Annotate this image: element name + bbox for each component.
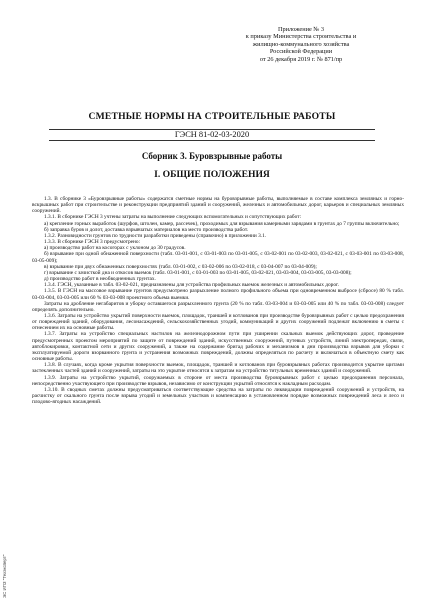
collection-title: Сборник 3. Буровзрывные работы <box>141 151 283 161</box>
header-line: жилищно-коммунального хозяйства <box>252 40 350 48</box>
body-text <box>32 196 404 405</box>
paragraph: 1.3.9. Затраты на устройство укрытий, сооружаемых в стороне от места производства буровзрывных работ с целью предохранения персонала, непосредственно участвующего при производстве взрывов, независимо от конструкции укрытий относятся к накладным расходам. <box>32 374 404 387</box>
paragraph: б) заправка буров и долот, доставка взрывчатых материалов на место производства работ. <box>44 226 249 233</box>
document-code: ГЭСН 81-02-03-2020 <box>49 129 375 141</box>
paragraph: г) взрывание с зачисткой дна и откосов выемок (табл. 03-01-001, с 03-01-003 по 03-01-005, 03-02-021, 03-03-004, 03-03-005, 03-03-008); <box>44 269 352 276</box>
paragraph: 1.3.1. В сборнике ГЭСН 3 учтены затраты на выполнение следующих вспомогательных и сопутствующих работ: <box>44 214 302 221</box>
header-line: к приказу Министерства строительства и <box>245 33 357 41</box>
paragraph: Затраты на дробление негабаритов и уборку оставшегося разрыхленного грунта (20 % по табл. 03-03-004 и 03-03-005 или 40 % по табл. 03-03-008) следует определять дополнительно. <box>32 300 404 313</box>
paragraph: 1.3.10. В сводных сметах должны предусматриваться соответствующие средства на затраты по ликвидации повреждений сооружений и устройств, на расчистку от скального грунта после взрыва угодий и земельных участков и компенсацию в установленном порядке возможных повреждений леса и лесо и плодово-ягодных насаждений. <box>32 386 404 406</box>
paragraph: 1.3.4. ГЭСН, указанные в табл. 03-02-021, предназначены для устройства профильных выемок железных и автомобильных дорог. <box>44 282 339 289</box>
paragraph: д) производство работ в необводненных грунтах. <box>44 276 156 283</box>
paragraph: в) взрывание при двух обнаженных поверхностях (табл. 03-01-002, с 03-02-006 по 03-02-018, с 03-04-007 по 03-04-009); <box>44 263 317 270</box>
paragraph: б) взрывание при одной обнаженной поверхности (табл. 03-01-001, с 03-01-003 по 03-01-005, с 03-02-001 по 03-02-003, 03-02-021, с 03-03-001 по 03-03-008, 03-05-009); <box>32 251 404 264</box>
section-title: I. ОБЩИЕ ПОЛОЖЕНИЯ <box>154 169 270 180</box>
header-line: Приложение № 3 <box>277 26 325 33</box>
paragraph: 1.3.7. Затраты на устройство специальных настилов на железнодорожном пути при уширении скальных выемок действующих дорог, проведение предусмотренных проектом мероприятий по защите от повреждений зданий, искусственных сооружений, путевых устройств, линий электропередач, связи, автоблокировки, контактной сети и других сооружений, а также на содержание бригад рабочих и механизмов в дни производства взрывов для уборки с эксплуатируемой дороги взорванного грунта и устранения возможных повреждений, должны определяться по расчету и включаться в объектную смету как основные работы. <box>32 331 404 363</box>
paragraph: а) крепление горных выработок (шурфов, штолен, камер, рассечек), проходимых для взрывания камерными зарядами в грунтах до 7 группы включительно; <box>44 220 400 227</box>
paragraph: 1.3. В сборнике 3 «Буровзрывные работы» содержатся сметные нормы на буровзрывные работы, выполняемые в составе комплекса земляных и горно-вскрышных работ при строительстве и реконструкции предприятий зданий и сооружений, железных и автомобильных дорог, карьеров и специальных земляных сооружений. <box>32 196 404 215</box>
header-line: Российской Федерации <box>269 48 333 56</box>
approval-header <box>216 26 386 63</box>
paragraph: 1.3.6. Затраты на устройство укрытий поверхности выемок, площадок, траншей и котлованов при производстве буровзрывных работ с целью предохранения от повреждений зданий, оборудования, лесонасаждений, сельскохозяйственных угодий, коммуникаций и других сооружений подлежат включению в сметы с отнесением их на основные работы. <box>32 312 404 332</box>
paragraph: а) производство работ на косогорах с уклоном до 30 градусов. <box>44 245 186 252</box>
paragraph: 1.3.5. В ГЭСН на массовое взрывание грунтов предусмотрено разрыхление полного профильного объема при одновременном выбросе (сбросе) 80 % табл. 03-03-004, 03-03-005 или 60 % 03-03-008 проектного объема выемки. <box>32 288 404 301</box>
document-title: СМЕТНЫЕ НОРМЫ НА СТРОИТЕЛЬНЫЕ РАБОТЫ <box>88 111 336 122</box>
paragraph: 1.3.3. В сборнике ГЭСН 3 предусмотрено: <box>44 239 141 246</box>
paragraph: 1.3.8. В случаях, когда кроме укрытия поверхности выемок, площадок, траншей и котлованов при буровзрывных работах производится укрытие щитами застекленных частей зданий и сооружений, затраты на это укрытие относятся к затратам на устройство титульных временных зданий и сооружений. <box>32 362 404 375</box>
paragraph: 1.3.2. Разновидности грунтов по трудности разработки приведены (справочно) в приложении 3.1. <box>44 232 267 239</box>
header-line: от 26 декабря 2019 г. № 871/пр <box>259 55 343 63</box>
side-watermark-stamp: ЭС ИПЗ "Техэксперт" <box>2 554 7 598</box>
